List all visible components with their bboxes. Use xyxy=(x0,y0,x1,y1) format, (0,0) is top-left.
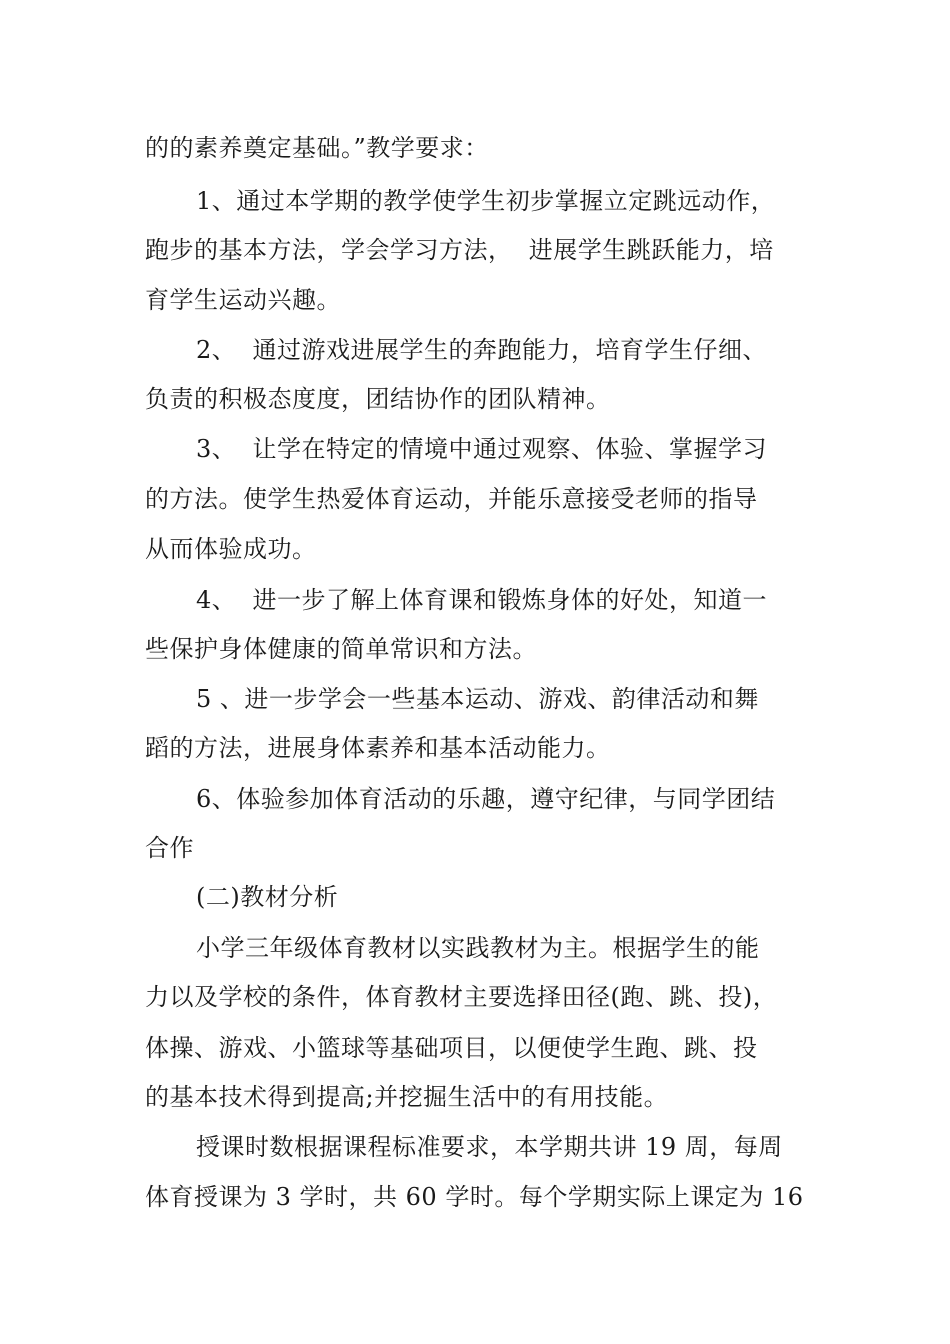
text-line: 力以及学校的条件，体育教材主要选择田径(跑、跳、投)， xyxy=(145,983,778,1011)
text-line: 负责的积极态度度，团结协作的团队精神。 xyxy=(145,385,611,413)
text-line: 蹈的方法，进展身体素养和基本活动能力。 xyxy=(145,734,611,762)
text-line: 6、体验参加体育活动的乐趣，遵守纪律，与同学团结 xyxy=(196,785,776,813)
text-line: 些保护身体健康的简单常识和方法。 xyxy=(145,635,537,663)
text-line: 3、 让学在特定的情境中通过观察、体验、掌握学习 xyxy=(196,435,768,463)
text-line: 2、 通过游戏进展学生的奔跑能力，培育学生仔细、 xyxy=(196,336,768,364)
text-line: 小学三年级体育教材以实践教材为主。根据学生的能 xyxy=(196,934,760,962)
text-line: 的方法。使学生热爱体育运动，并能乐意接受老师的指导 xyxy=(145,485,758,513)
text-line: 体育授课为 3 学时，共 60 学时。每个学期实际上课定为 16 xyxy=(145,1183,804,1211)
text-line: 4、 进一步了解上体育课和锻炼身体的好处，知道一 xyxy=(196,586,768,614)
text-line: 育学生运动兴趣。 xyxy=(145,286,341,314)
text-line: 跑步的基本方法，学会学习方法， 进展学生跳跃能力，培 xyxy=(145,236,774,264)
text-line: 的基本技术得到提高;并挖掘生活中的有用技能。 xyxy=(145,1083,669,1111)
text-line: 从而体验成功。 xyxy=(145,535,317,563)
section-heading: (二)教材分析 xyxy=(196,883,339,911)
text-line: 1、通过本学期的教学使学生初步掌握立定跳远动作， xyxy=(196,187,776,215)
text-line: 5 、进一步学会一些基本运动、游戏、韵律活动和舞 xyxy=(196,685,759,713)
text-line: 体操、游戏、小篮球等基础项目，以便使学生跑、跳、投 xyxy=(145,1034,758,1062)
text-line: 合作 xyxy=(145,834,194,862)
text-line: 的的素养奠定基础。”教学要求： xyxy=(145,134,489,162)
text-line: 授课时数根据课程标准要求，本学期共讲 19 周，每周 xyxy=(196,1133,783,1161)
